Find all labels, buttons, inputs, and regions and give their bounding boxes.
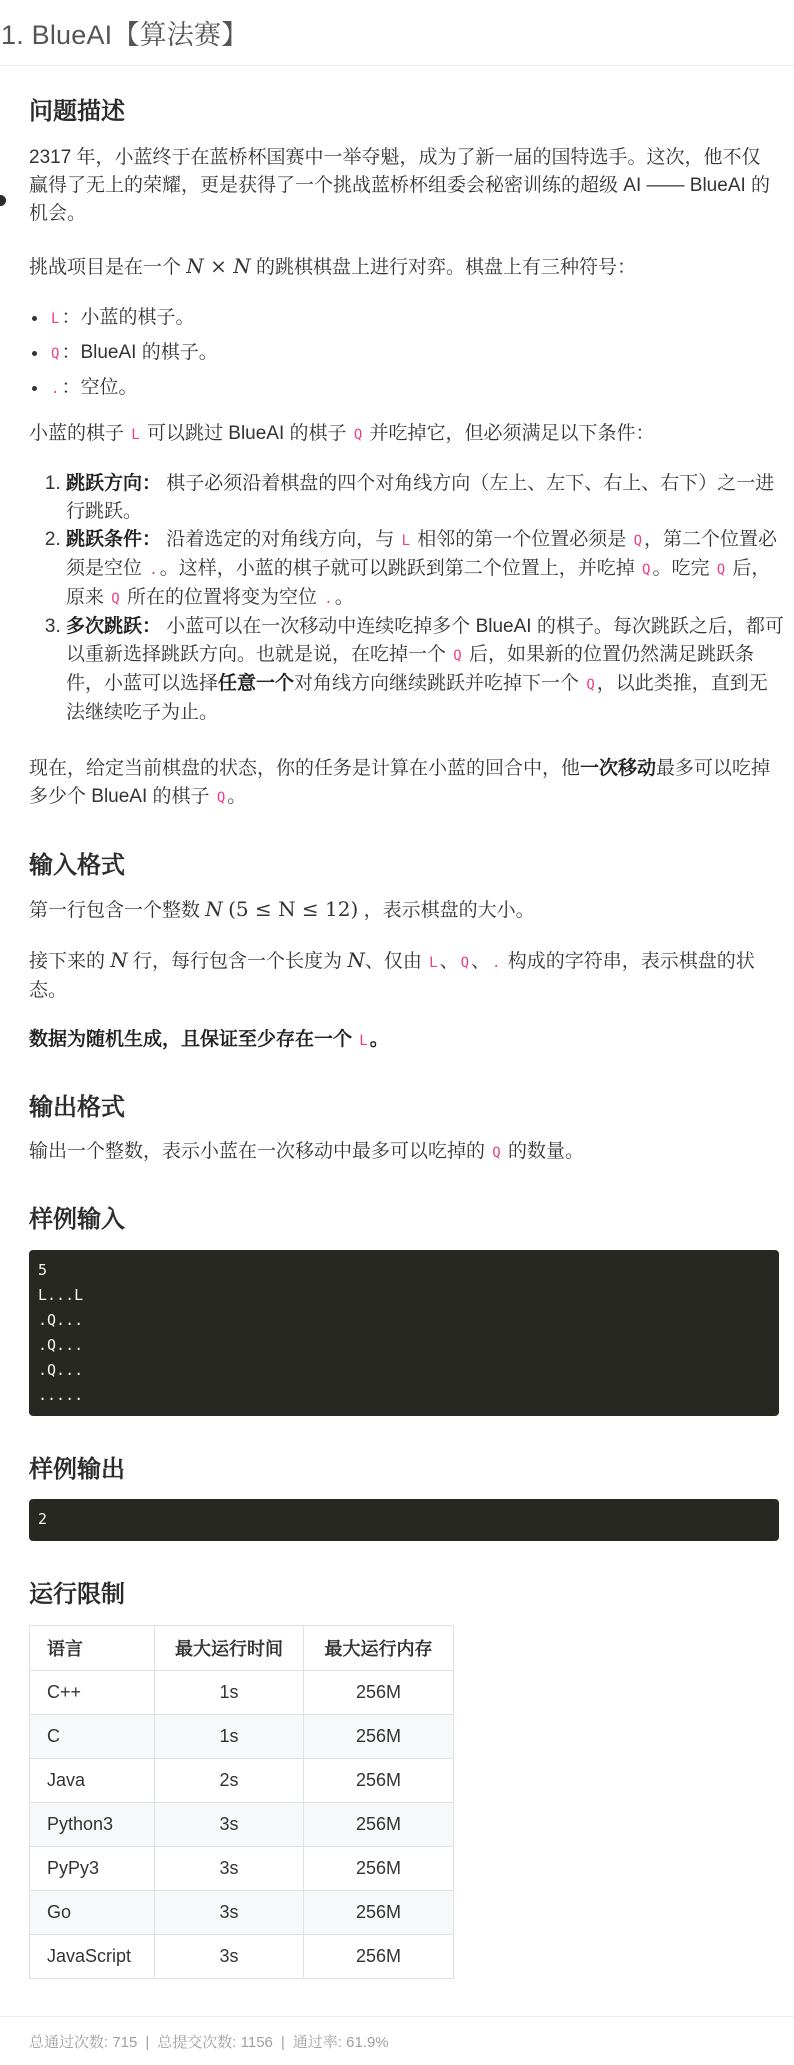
cell-language: Go (30, 1891, 155, 1935)
rule-title: 多次跳跃： (66, 616, 162, 637)
jump-description (29, 420, 779, 449)
text: 构成的字符串，表示棋盘的状态。 (29, 951, 755, 1001)
page-header (0, 0, 794, 66)
column-header-time: 最大运行时间 (155, 1626, 304, 1671)
cell-time: 2s (155, 1759, 304, 1803)
task-description (29, 755, 779, 812)
bold-text: 一次移动 (580, 758, 657, 779)
table-row (30, 1935, 454, 1979)
cell-memory: 256M (304, 1847, 454, 1891)
inline-code: Q (51, 346, 60, 362)
math-n: N (233, 254, 251, 278)
column-header-memory: 最大运行内存 (304, 1626, 454, 1671)
stat-submitted: 总提交次数: 1156 (157, 2034, 273, 2051)
text: 。这样，小蓝的棋子就可以跳跃到第二个位置上，并吃掉 (159, 558, 640, 579)
inline-code: L (401, 533, 411, 549)
list-item (49, 336, 218, 371)
text: 、 (471, 951, 491, 972)
cell-time: 1s (155, 1671, 304, 1715)
inline-code: Q (633, 533, 643, 549)
text: 沿着选定的对角线方向，与 (161, 529, 400, 550)
rule-title: 跳跃条件： (66, 529, 162, 550)
cell-memory: 256M (304, 1715, 454, 1759)
scroll-marker-dot[interactable] (0, 195, 6, 206)
sample-input-code[interactable]: 5 L...L .Q... .Q... .Q... ..... (29, 1250, 779, 1416)
cell-memory: 256M (304, 1891, 454, 1935)
text: 现在，给定当前棋盘的状态，你的任务是计算在小蓝的回合中，他 (29, 758, 581, 779)
footer-divider (0, 2016, 794, 2017)
symbol-list (29, 301, 218, 406)
bold-text: 任意一个 (218, 673, 295, 694)
stat-passed: 总通过次数: 715 (29, 2034, 138, 2051)
board-post: 的跳棋棋盘上进行对弈。棋盘上有三种符号： (250, 257, 637, 278)
cell-time: 3s (155, 1847, 304, 1891)
cell-time: 3s (155, 1803, 304, 1847)
text: 接下来的 (29, 951, 111, 972)
table-row (30, 1891, 454, 1935)
text: 最多可以吃掉多少个 BlueAI 的棋子 (29, 758, 771, 807)
text: 后，如果新的位置仍然满足跳跃条件，小蓝可以选择 (66, 644, 754, 694)
symbol-text: ：空位。 (61, 377, 138, 398)
inline-code: Q (642, 562, 651, 578)
cell-memory: 256M (304, 1671, 454, 1715)
section-title-sample-input: 样例输入 (29, 1206, 125, 1233)
text: 相邻的第一个位置必须是 (412, 529, 632, 550)
text: 。 (334, 587, 354, 608)
cell-language: C (30, 1715, 155, 1759)
table-row (30, 1715, 454, 1759)
text: 对角线方向继续跳跃并吃掉下一个 (294, 673, 585, 694)
inline-code: Q (353, 427, 363, 443)
section-title-limits: 运行限制 (29, 1581, 125, 1608)
inline-code: . (149, 562, 158, 578)
input-line-1 (29, 895, 779, 925)
cell-language: C++ (30, 1671, 155, 1715)
math-n: N (205, 897, 223, 921)
text: 。吃完 (652, 558, 715, 579)
table-row (30, 1671, 454, 1715)
inline-code: L (131, 427, 140, 443)
submission-stats (29, 2031, 389, 2052)
inline-code: . (324, 591, 333, 607)
symbol-text: ：小蓝的棋子。 (61, 307, 195, 328)
text: 可以跳过 BlueAI 的棋子 (141, 423, 352, 444)
list-item (66, 526, 784, 613)
input-note (29, 1026, 779, 1055)
table-row (30, 1759, 454, 1803)
text: 的数量。 (502, 1141, 584, 1162)
text: ，以此类推，直到无法继续吃子为止。 (66, 673, 768, 723)
stat-separator: | (280, 2034, 285, 2051)
math-range: (5 ≤ N ≤ 12) (228, 897, 359, 921)
inline-code: Q (111, 591, 120, 607)
section-title-sample-output: 样例输出 (29, 1456, 125, 1483)
text: 所在的位置将变为空位 (121, 587, 323, 608)
text: 小蓝的棋子 (29, 423, 130, 444)
text: 第一行包含一个整数 (29, 900, 206, 921)
stat-rate: 通过率: 61.9% (292, 2034, 389, 2051)
text: 后，原来 (66, 558, 771, 608)
rules-list (29, 470, 784, 727)
math-n: N (110, 948, 128, 972)
intro-text: 2317 年，小蓝终于在蓝桥杯国赛中一举夺魁，成为了新一届的国特选手。这次，他不仅赢得了无上的荣耀，更是获得了一个挑战蓝桥杯组委会秘密训练的超级 AI —— BlueAI 的机会。 (29, 147, 771, 224)
cell-time: 3s (155, 1891, 304, 1935)
table-row (30, 1803, 454, 1847)
math-times: × (203, 254, 234, 278)
cell-language: Java (30, 1759, 155, 1803)
text: 、 (439, 951, 459, 972)
inline-code: Q (216, 790, 226, 806)
inline-code: L (359, 1033, 368, 1049)
stat-separator: | (145, 2034, 150, 2051)
math-n: N (347, 948, 365, 972)
text: ，表示棋盘的大小。 (358, 900, 535, 921)
list-item (66, 470, 784, 526)
inline-code: Q (586, 677, 595, 693)
cell-time: 1s (155, 1715, 304, 1759)
rule-title: 跳跃方向： (66, 473, 162, 494)
text: 。 (227, 786, 247, 807)
board-pre: 挑战项目是在一个 (29, 257, 187, 278)
symbol-text: ：BlueAI 的棋子。 (61, 342, 218, 363)
cell-language: JavaScript (30, 1935, 155, 1979)
cell-memory: 256M (304, 1759, 454, 1803)
cell-memory: 256M (304, 1935, 454, 1979)
page-title: 1. BlueAI【算法赛】 (1, 20, 249, 50)
sample-output-code[interactable]: 2 (29, 1499, 779, 1541)
cell-memory: 256M (304, 1803, 454, 1847)
text: 、仅由 (364, 951, 428, 972)
text: 并吃掉它，但必须满足以下条件： (364, 423, 655, 444)
inline-code: . (492, 955, 501, 971)
cell-language: PyPy3 (30, 1847, 155, 1891)
table-row (30, 1847, 454, 1891)
rule-text: 棋子必须沿着棋盘的四个对角线方向（左上、左下、右上、右下）之一进行跳跃。 (66, 473, 775, 522)
text: 输出一个整数，表示小蓝在一次移动中最多可以吃掉的 (29, 1141, 491, 1162)
inline-code: L (51, 311, 60, 327)
section-title-output: 输出格式 (29, 1094, 125, 1121)
text: ，第二个位置必须是空位 (66, 529, 778, 579)
bold-text: 数据为随机生成，且保证至少存在一个 (29, 1029, 358, 1050)
inline-code: L (429, 955, 438, 971)
inline-code: . (51, 381, 60, 397)
cell-language: Python3 (30, 1803, 155, 1847)
text: 行，每行包含一个长度为 (127, 951, 348, 972)
list-item (66, 613, 784, 727)
inline-code: Q (453, 648, 462, 664)
section-title-description: 问题描述 (29, 98, 125, 125)
output-line-1 (29, 1138, 779, 1167)
section-title-input: 输入格式 (29, 852, 125, 879)
bold-text: 。 (369, 1029, 389, 1050)
math-n: N (186, 254, 204, 278)
inline-code: Q (492, 1145, 501, 1161)
inline-code: Q (460, 955, 470, 971)
list-item (49, 371, 218, 406)
input-line-2 (29, 946, 779, 1005)
text: 小蓝可以在一次移动中连续吃掉多个 BlueAI 的棋子。每次跳跃之后，都可以重新选择跳跃方向。也就是说，在吃掉一个 (66, 616, 784, 665)
board-description (29, 252, 779, 282)
list-item (49, 301, 218, 336)
table-header-row (30, 1626, 454, 1671)
column-header-language: 语言 (30, 1626, 155, 1671)
limits-table (29, 1625, 454, 1979)
description-intro (29, 144, 779, 228)
cell-time: 3s (155, 1935, 304, 1979)
inline-code: Q (716, 562, 726, 578)
